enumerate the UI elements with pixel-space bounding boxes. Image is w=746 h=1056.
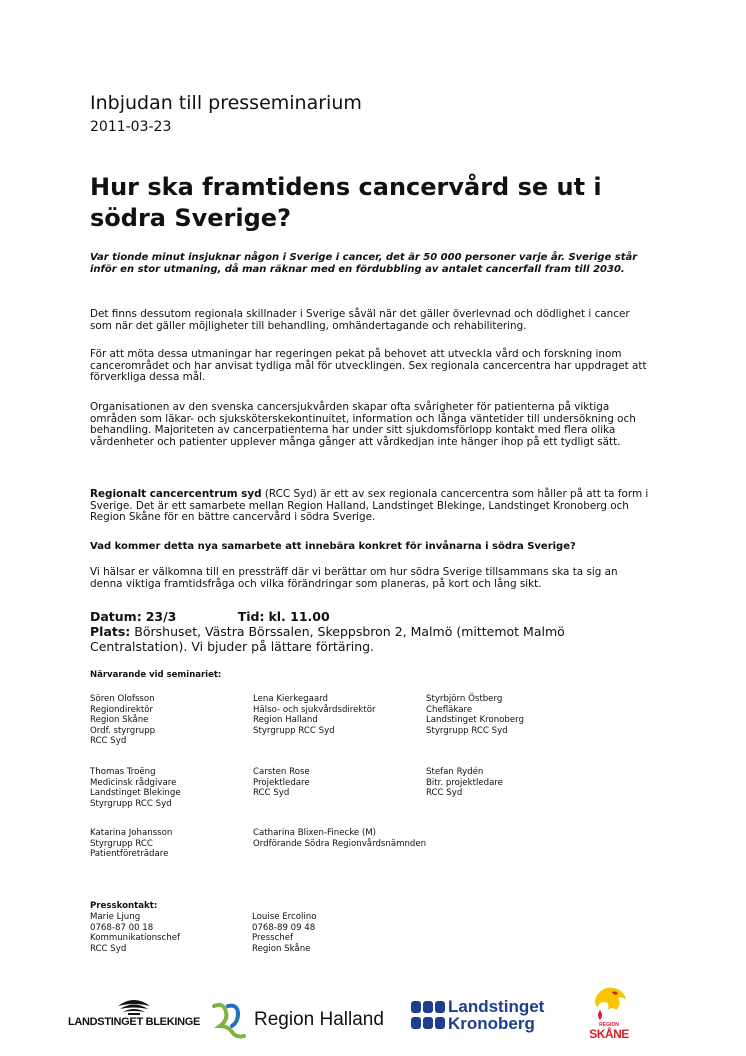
press-contact-org: Region Skåne [252,943,311,954]
attendee-line: Ordförande Södra Regionvårdsnämnden [253,838,427,849]
attendee-line: Bitr. projektledare [426,777,503,788]
press-contact-phone: 0768-89 09 48 [252,922,316,933]
attendee-line: Ordf. styrgrupp [90,725,156,736]
kronoberg-word-2: Kronoberg [448,1014,535,1033]
press-contact-title: Presskontakt: [90,901,158,911]
logo-landstinget-blekinge [64,996,204,1036]
attendee-line: Region Skåne [90,715,149,725]
attendee-card [90,694,155,747]
rcc-syd-name: Regionalt cancercentrum syd [90,488,262,500]
attendee-line: Projektledare [253,777,310,788]
attendee-card [426,767,503,799]
plats-value: Börshuset, Västra Börssalen, Skeppsbron 2, Malmö (mittemot Malmö Centralstation). Vi bjuder på lättare förtäring. [90,624,565,654]
datum-value: 23/3 [145,609,177,624]
press-contact-card [90,912,180,954]
attendee-card [90,828,172,860]
attendee-name: Catharina Blixen-Finecke (M) [253,828,377,838]
attendee-card [253,828,426,849]
press-contact-role: Presschef [252,933,294,943]
attendee-name: Stefan Rydén [426,767,484,777]
attendee-name: Sören Olofsson [90,694,155,704]
attendee-line: Styrgrupp RCC Syd [253,725,335,736]
attendee-name: Katarina Johansson [90,828,173,838]
document-eyebrow: Inbjudan till presseminarium [90,92,362,114]
logo-region-halland [210,1000,390,1040]
paragraph-rcc-syd [90,489,650,524]
paragraph-organisation: Organisationen av den svenska cancersjukvården skapar ofta svårigheter för patienterna på viktiga områden som läkar- och sjuksköterskekontinuitet, information och långa väntetider till undersökning och behandling. Majoriteten av cancerpatienterna har under sitt sjukdomsförlopp kontakt med flera olika vårdenheter och patienter upplever många gånger att vårdkedjan inte hänger ihop på ett tydligt sätt. [90,401,636,448]
logo-region-skane [584,984,634,1044]
datum-label: Datum: [90,609,142,624]
attendee-line: RCC Syd [253,788,290,798]
halland-emblem-icon [210,1000,252,1040]
paragraph-welcome: Vi hälsar er välkomna till en pressträff där vi berättar om hur södra Sverige tillsammans ska ta sig an denna viktiga framtidsfråga och vilka förändringar som planeras, på kort och lång sikt. [90,566,618,590]
blekinge-wordmark: LANDSTINGET BLEKINGE [67,1016,201,1028]
attendee-line: Region Halland [253,715,318,725]
blekinge-emblem-icon [114,996,154,1016]
skane-griffin-icon [588,984,630,1022]
press-contact-phone: 0768-87 00 18 [90,922,154,933]
kronoberg-word-1: Landstinget [448,997,545,1016]
halland-wordmark: Region Halland [254,1009,384,1030]
kronoberg-wordmark [448,998,544,1032]
plats-label: Plats: [90,624,131,639]
attendee-line: Styrgrupp RCC Syd [90,798,172,809]
question-paragraph: Vad kommer detta nya samarbete att innebära konkret för invånarna i södra Sverige? [90,541,576,552]
paragraph-government: För att möta dessa utmaningar har regeringen pekat på behovet att utveckla vård och forskning inom cancerområdet och har anvisat tydliga mål för utvecklingen. Sex regionala cancercentra har uppdraget att förverkliga dessa mål. [90,348,647,384]
attendee-line: Chefläkare [426,704,473,715]
attendee-card [90,767,181,809]
press-contact-org: RCC Syd [90,943,127,954]
attendees-title: Närvarande vid seminariet: [90,670,222,680]
attendee-name: Styrbjörn Östberg [426,694,503,704]
attendee-line: Medicinsk rådgivare [90,777,177,788]
skane-word-region: REGION [599,1022,619,1028]
skane-word-skane: SKÅNE [589,1027,629,1041]
attendee-line: Landstinget Kronoberg [426,715,525,725]
attendee-line: RCC Syd [426,788,463,798]
press-contact-role: Kommunikationschef [90,933,181,943]
attendee-card [253,767,310,799]
attendee-line: RCC Syd [90,736,127,746]
event-place-row [90,624,650,654]
attendee-name: Thomas Troëng [90,767,156,777]
press-contact-card [252,912,316,954]
lead-paragraph: Var tionde minut insjuknar någon i Sverige i cancer, det är 50 000 personer varje år. Sverige står inför en stor utmaning, då man räknar med en fördubbling av antalet cancerfall fram till 2030. [90,252,638,275]
event-date-time-row [90,609,650,624]
logo-landstinget-kronoberg [410,994,560,1036]
tid-value: kl. 11.00 [268,609,330,624]
paragraph-regional-differences: Det finns dessutom regionala skillnader i Sverige såväl när det gäller överlevnad och dödlighet i cancer som när det gäller möjligheter till behandling, omhändertagande och rehabilitering. [90,308,630,332]
kronoberg-emblem-icon [410,997,446,1033]
attendee-line: Styrgrupp RCC Syd [426,725,508,736]
attendee-line: Regiondirektör [90,704,154,715]
attendee-line: Hälso- och sjukvårdsdirektör [253,704,376,715]
document-date: 2011-03-23 [90,119,172,135]
attendee-card [253,694,376,736]
press-contact-name: Louise Ercolino [252,912,317,922]
tid-label: Tid: [237,609,265,624]
attendee-card [426,694,524,736]
attendee-line: Styrgrupp RCC [90,838,153,849]
rcc-syd-description: (RCC Syd) är ett av sex regionala cancercentra som håller på att ta form i Sverige. Det är ett samarbete mellan Region Halland, Landstinget Blekinge, Landstinget Kronoberg och Region Skåne för en bättre cancervård i södra Sverige. [90,488,649,524]
press-contact-name: Marie Ljung [90,912,141,922]
event-details [90,609,650,654]
attendee-name: Carsten Rose [253,767,310,777]
attendee-line: Patientföreträdare [90,849,169,859]
headline: Hur ska framtidens cancervård se ut i södra Sverige? [90,173,602,232]
attendee-name: Lena Kierkegaard [253,694,328,704]
attendee-line: Landstinget Blekinge [90,788,181,798]
